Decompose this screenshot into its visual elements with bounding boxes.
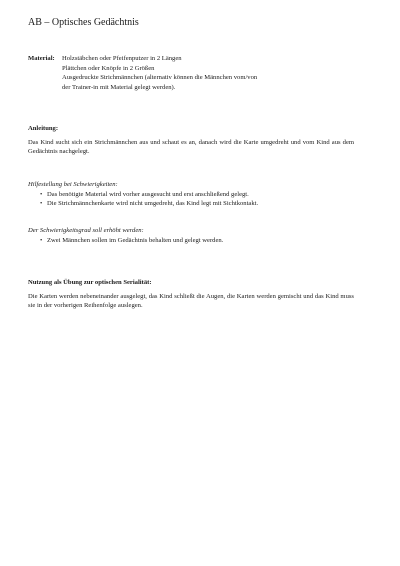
serialitaet-text: Die Karten werden nebeneinander ausgelegt, das Kind schließt die Augen, die Karten werden gemischt und das Kind muss sie in der vorherigen Reihenfolge auslegen. [28,292,354,309]
list-item: • Zwei Männchen sollen im Gedächtnis behalten und gelegt werden. [40,236,224,244]
material-label: Material: [28,55,55,62]
material-item: Holzstäbchen oder Pfeifenputzer in 2 Längen [62,55,182,62]
hilfestellung-heading: Hilfestellung bei Schwierigkeiten: [28,181,118,188]
anleitung-section [28,124,354,157]
schwierigkeit-list [28,236,354,246]
material-item: der Trainer-in mit Material gelegt werden). [62,83,176,91]
list-item: • Die Strichmännchenkarte wird nicht umgedreht, das Kind legt mit Sichtkontakt. [40,200,259,207]
schwierigkeit-section [28,226,354,245]
schwierigkeit-heading: Der Schwierigkeitsgrad soll erhöht werden: [28,227,144,234]
anleitung-text: Das Kind sucht sich ein Strichmännchen aus und schaut es an, danach wird die Karte umgedreht und vom Kind aus dem Gedächtnis nachgelegt. [28,138,354,155]
material-list [62,54,354,92]
anleitung-heading: Anleitung: [28,125,59,132]
bullet-icon: • [40,236,43,244]
serialitaet-section [28,278,354,311]
list-item: • Das benötigte Material wird vorher ausgesucht und erst anschließend gelegt. [40,190,249,198]
bullet-icon: • [40,200,43,207]
bullet-icon: • [40,190,43,198]
serialitaet-heading: Nutzung als Übung zur optischen Serialität: [28,279,152,286]
material-item: Ausgedruckte Strichmännchen (alternativ können die Männchen vom/von [62,74,258,81]
hilfestellung-list [28,190,354,209]
hilfestellung-section [28,180,354,209]
material-section [28,54,354,92]
material-item: Plättchen oder Knöpfe in 2 Größen [62,64,155,72]
page-title: AB – Optisches Gedächtnis [28,17,139,28]
